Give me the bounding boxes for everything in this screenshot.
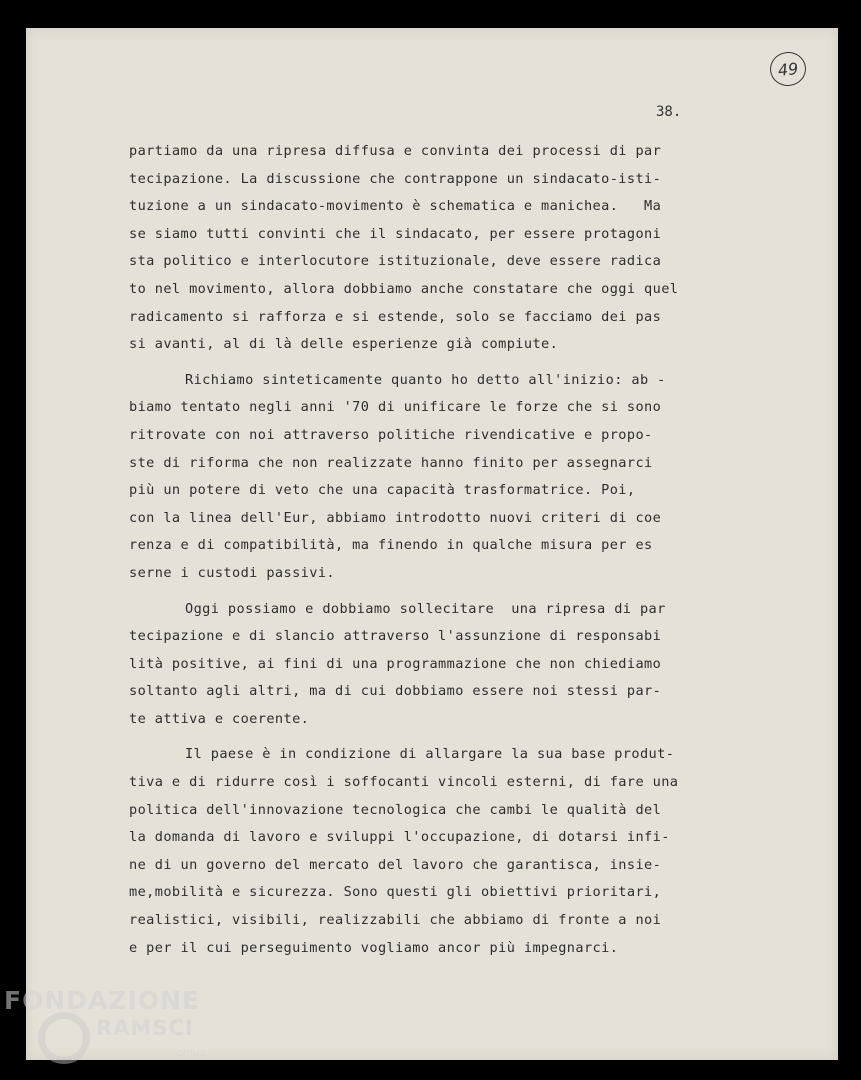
paragraph-1 [129, 138, 739, 359]
text-line: ritrovate con noi attraverso politiche rivendicative e propo- [129, 426, 653, 443]
text-line: più un potere di veto che una capacità trasformatrice. Poi, [129, 482, 636, 499]
text-line: ne di un governo del mercato del lavoro che garantisca, insie- [129, 856, 662, 873]
text-line: politica dell'innovazione tecnologica che cambi le qualità del [129, 801, 662, 818]
text-line: biamo tentato negli anni '70 di unificare le forze che si sono [129, 399, 662, 416]
text-line: te attiva e coerente. [129, 710, 310, 727]
text-line: soltanto agli altri, ma di cui dobbiamo essere noi stessi par- [129, 683, 662, 700]
text-line: tecipazione e di slancio attraverso l'assunzione di responsabi [129, 628, 662, 645]
logo-text-top: FONDAZIONE [4, 986, 201, 1015]
text-line: realistici, visibili, realizzabili che abbiamo di fronte a noi [129, 912, 662, 929]
text-line: ste di riforma che non realizzate hanno finito per assegnarci [129, 454, 653, 471]
text-line: to nel movimento, allora dobbiamo anche constatare che oggi quel [129, 280, 679, 297]
logo-g-icon [38, 1012, 90, 1064]
body-text [129, 138, 739, 970]
text-line: me,mobilità e sicurezza. Sono questi gli obiettivi prioritari, [129, 884, 662, 901]
paragraph-3 [129, 596, 739, 734]
text-line: si avanti, al di là delle esperienze già compiute. [129, 336, 559, 353]
logo-subtitle: onlus [176, 1046, 206, 1059]
text-line: renza e di compatibilità, ma finendo in qualche misura per es [129, 537, 653, 554]
text-line: partiamo da una ripresa diffusa e convinta dei processi di par [129, 143, 662, 159]
text-line: con la linea dell'Eur, abbiamo introdotto nuovi criteri di coe [129, 509, 662, 526]
text-line: radicamento si rafforza e si estende, solo se facciamo dei pas [129, 308, 662, 325]
text-line: e per il cui perseguimento vogliamo ancor più impegnarci. [129, 939, 619, 956]
text-line: Il paese è in condizione di allargare la sua base produt- [185, 746, 675, 763]
text-line: sta politico e interlocutore istituzionale, deve essere radica [129, 253, 662, 270]
text-line: tuzione a un sindacato-movimento è schematica e manichea. Ma [129, 198, 662, 215]
text-line: tecipazione. La discussione che contrappone un sindacato-isti- [129, 170, 662, 187]
text-line: tiva e di ridurre così i soffocanti vincoli esterni, di fare una [129, 774, 679, 791]
text-line: Richiamo sinteticamente quanto ho detto all'inizio: ab - [185, 371, 666, 388]
logo-text-bottom: RAMSCI [96, 1016, 194, 1040]
fondazione-gramsci-logo [4, 986, 214, 1080]
text-line: serne i custodi passivi. [129, 564, 336, 581]
archive-number-stamp: 49 [768, 50, 807, 88]
text-line: la domanda di lavoro e sviluppi l'occupazione, di dotarsi infi- [129, 829, 670, 846]
text-line: lità positive, ai fini di una programmazione che non chiediamo [129, 655, 662, 672]
paragraph-2 [129, 367, 739, 588]
paragraph-4 [129, 741, 739, 962]
text-line: Oggi possiamo e dobbiamo sollecitare una ripresa di par [185, 600, 666, 617]
page-number: 38. [656, 104, 682, 120]
text-line: se siamo tutti convinti che il sindacato, per essere protagoni [129, 225, 662, 242]
